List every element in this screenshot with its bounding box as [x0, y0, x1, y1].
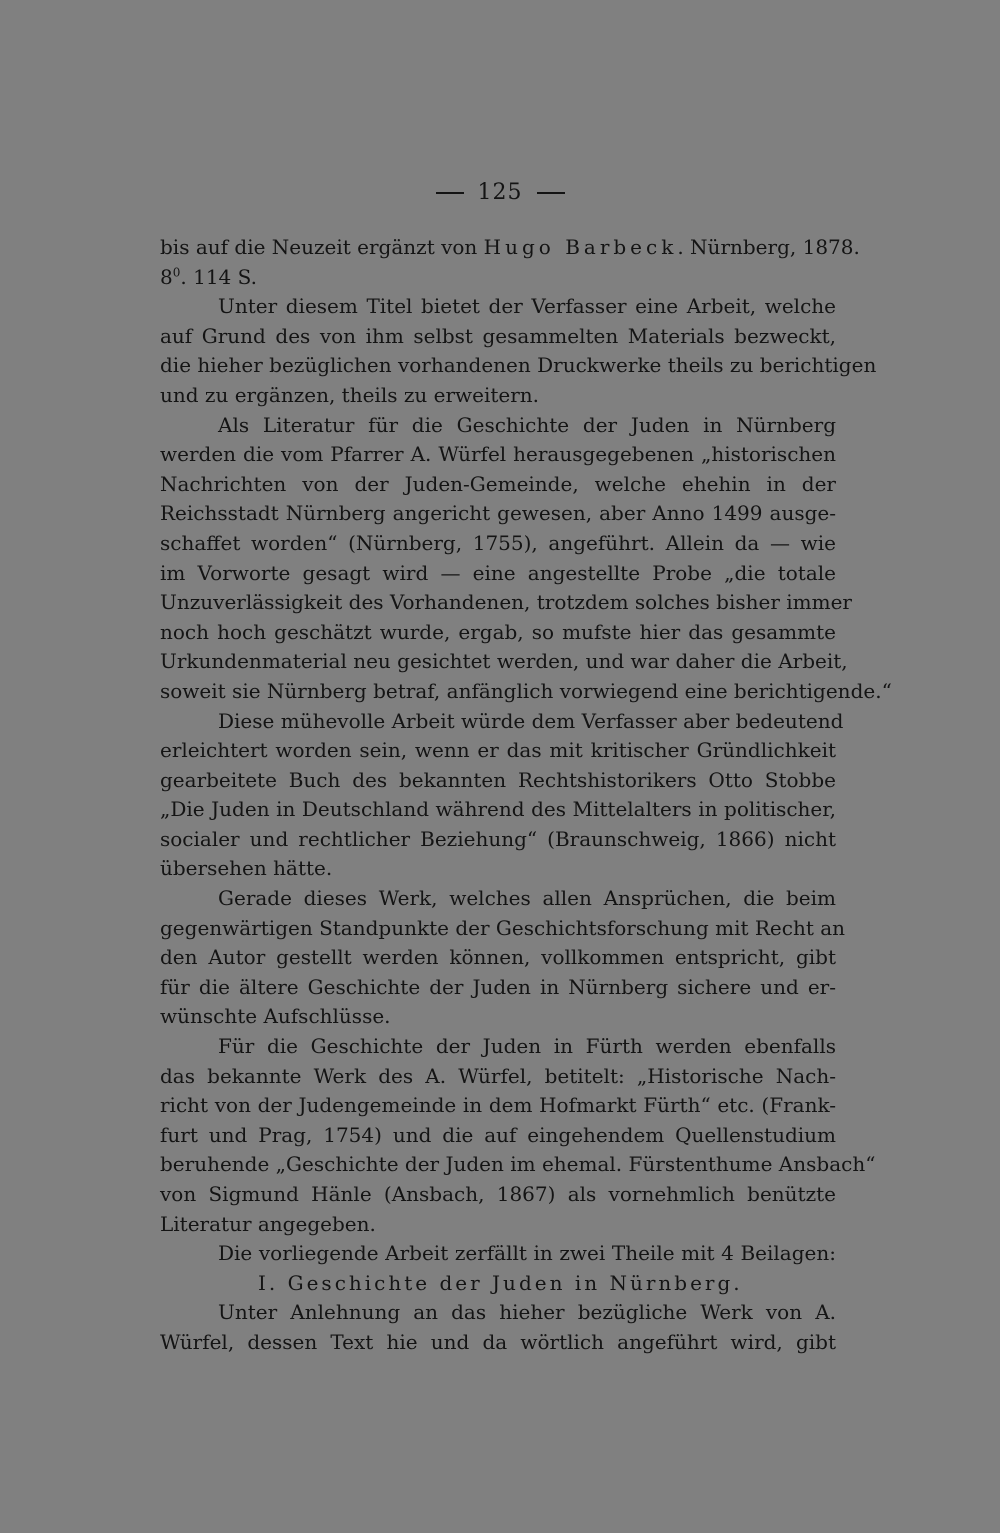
text-segment: Würfel, dessen Text hie und da wörtlich angeführt wird, gibt: [160, 1329, 836, 1354]
text-segment: „Die Juden in Deutschland während des Mittelalters in politischer,: [160, 797, 836, 822]
text-segment: und zu ergänzen, theils zu erweitern.: [160, 382, 540, 407]
text-line: [160, 263, 836, 293]
text-segment: werden die vom Pfarrer A. Würfel herausgegebenen „historischen: [160, 442, 836, 467]
text-line: [160, 914, 846, 944]
section-heading-line: [160, 1269, 836, 1299]
text-line: [160, 707, 844, 737]
text-segment: Literatur angegeben.: [160, 1211, 376, 1236]
text-line: [160, 795, 836, 825]
page-number: [0, 180, 1000, 205]
text-segment: Unter Anlehnung an das hieher bezügliche Werk von A.: [218, 1300, 836, 1325]
text-line: [160, 322, 836, 352]
text-line: [160, 1091, 836, 1121]
text-line: [160, 973, 836, 1003]
text-line: [160, 1062, 836, 1092]
body-text: [160, 233, 892, 1358]
text-segment: von Sigmund Hänle (Ansbach, 1867) als vornehmlich benützte: [160, 1182, 836, 1206]
text-line: [160, 1180, 836, 1210]
text-segment: Unzuverlässigkeit des Vorhandenen, trotzdem solches bisher immer: [160, 590, 852, 615]
text-segment: bis auf die Neuzeit ergänzt von: [160, 235, 484, 259]
text-line: [160, 766, 836, 796]
text-segment: I. Geschichte der Juden in Nürnberg.: [258, 1270, 743, 1295]
text-segment: gearbeitete Buch des bekannten Rechtshistorikers Otto Stobbe: [160, 767, 836, 792]
text-segment: . 114 S.: [180, 264, 257, 289]
text-segment: Für die Geschichte der Juden in Fürth werden ebenfalls: [218, 1034, 836, 1059]
text-line: [160, 825, 836, 855]
text-line: [160, 1328, 836, 1358]
text-line: [160, 559, 836, 589]
text-line: [160, 736, 836, 766]
page-number-value: 125: [477, 180, 523, 205]
text-segment: übersehen hätte.: [160, 856, 333, 881]
text-line: [160, 233, 860, 263]
text-line: [160, 1150, 876, 1180]
text-line: [160, 1032, 836, 1062]
text-segment: das bekannte Werk des A. Würfel, betitelt: „Historische Nach-: [160, 1063, 836, 1088]
text-segment: Urkundenmaterial neu gesichtet werden, und war daher die Arbeit,: [160, 649, 848, 674]
superscript: 0: [172, 264, 181, 279]
text-line: [160, 1298, 836, 1328]
text-line: [160, 618, 836, 648]
text-segment: für die ältere Geschichte der Juden in Nürnberg sichere und er-: [160, 974, 836, 999]
text-line: [160, 499, 836, 529]
text-line: [160, 411, 836, 441]
text-segment: socialer und rechtlicher Beziehung“ (Braunschweig, 1866) nicht: [160, 826, 836, 851]
text-segment: Diese mühevolle Arbeit würde dem Verfasser aber bedeutend: [218, 708, 844, 733]
text-segment: beruhende „Geschichte der Juden im ehemal. Fürstenthume Ansbach“: [160, 1152, 876, 1177]
text-segment: . Nürnberg, 1878.: [677, 235, 860, 259]
text-line: [160, 854, 836, 884]
text-segment: im Vorworte gesagt wird — eine angestellte Probe „die totale: [160, 560, 836, 585]
text-segment: erleichtert worden sein, wenn er das mit kritischer Gründlichkeit: [160, 738, 836, 763]
text-line: [160, 884, 836, 914]
text-line: [160, 647, 848, 677]
text-segment: furt und Prag, 1754) und die auf eingehendem Quellenstudium: [160, 1122, 836, 1147]
text-segment: 8: [160, 264, 173, 289]
text-line: [160, 470, 836, 500]
text-segment: Die vorliegende Arbeit zerfällt in zwei Theile mit 4 Beilagen:: [218, 1241, 836, 1266]
text-line: [160, 1121, 836, 1151]
text-segment: wünschte Aufschlüsse.: [160, 1004, 391, 1029]
page-number-right-dash: [537, 192, 565, 194]
text-segment: schaffet worden“ (Nürnberg, 1755), angeführt. Allein da — wie: [160, 530, 836, 555]
text-segment: Gerade dieses Werk, welches allen Ansprüchen, die beim: [218, 886, 836, 911]
text-segment: Als Literatur für die Geschichte der Juden in Nürnberg: [218, 412, 836, 437]
text-segment: den Autor gestellt werden können, vollkommen entspricht, gibt: [160, 945, 836, 970]
emphasized-name: Hugo Barbeck: [483, 235, 678, 259]
text-segment: die hieher bezüglichen vorhandenen Druckwerke theils zu berichtigen: [160, 353, 877, 378]
text-line: [160, 677, 892, 707]
text-line: [160, 1210, 836, 1240]
text-line: [160, 351, 877, 381]
text-segment: Nachrichten von der Juden-Gemeinde, welche ehehin in der: [160, 471, 836, 496]
text-segment: gegenwärtigen Standpunkte der Geschichtsforschung mit Recht an: [160, 915, 846, 940]
page-number-left-dash: [436, 192, 464, 194]
text-segment: Reichsstadt Nürnberg angericht gewesen, aber Anno 1499 ausge-: [160, 501, 836, 526]
text-line: [160, 588, 852, 618]
text-line: [160, 381, 836, 411]
text-segment: noch hoch geschätzt wurde, ergab, so mufste hier das gesammte: [160, 619, 836, 644]
text-line: [160, 440, 836, 470]
text-line: [160, 292, 836, 322]
text-segment: Unter diesem Titel bietet der Verfasser eine Arbeit, welche: [218, 294, 836, 319]
text-line: [160, 1239, 836, 1269]
text-segment: auf Grund des von ihm selbst gesammelten Materials bezweckt,: [160, 323, 836, 348]
text-segment: richt von der Judengemeinde in dem Hofmarkt Fürth“ etc. (Frank-: [160, 1093, 836, 1118]
text-line: [160, 943, 836, 973]
text-line: [160, 529, 836, 559]
text-segment: soweit sie Nürnberg betraf, anfänglich vorwiegend eine berichtigende.“: [160, 678, 892, 703]
text-line: [160, 1002, 836, 1032]
